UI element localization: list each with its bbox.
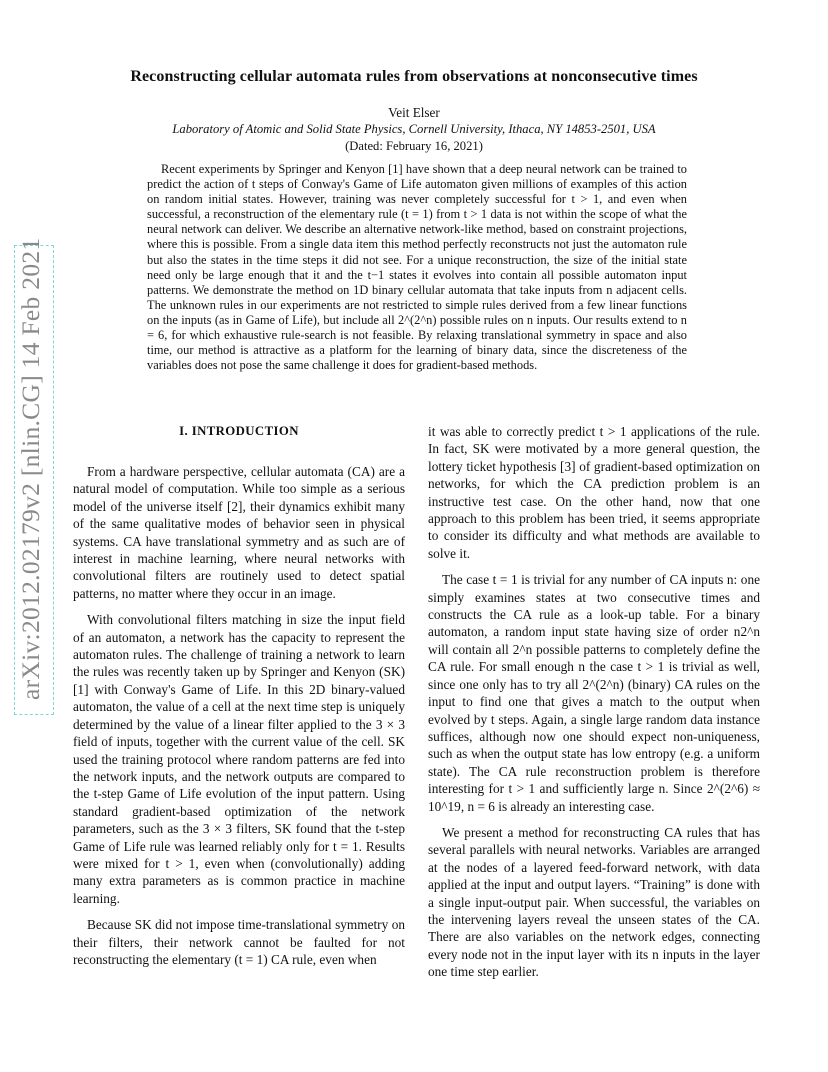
abstract-text: Recent experiments by Springer and Kenyon [1] have shown that a deep neural network can be trained to predict the action of t steps of Conway's Game of Life automaton given millions of examples of this action on random initial states. However, training was never completely successful for t > 1, and even when successful, a reconstruction of the elementary rule (t = 1) from t > 1 data is not within the scope of what the neural network can deliver. We describe an alternative network-like method, based on constraint projections, where this is possible. From a single data item this method perfectly reconstructs not just the automaton rule but also the states in the time steps it did not see. For a unique reconstruction, the size of the initial state need only be large enough that it and the t−1 states it evolves into contain all possible automaton input patterns. We demonstrate the method on 1D binary cellular automata that take inputs from n adjacent cells. The unknown rules in our experiments are not restricted to simple rules derived from a few linear functions on the inputs (as in Game of Life), but include all 2^(2^n) possible rules on n inputs. Our results extend to n = 6, for which exhaustive rule-search is not feasible. By relaxing translational symmetry in space and also time, our method is attractive as a platform for the learning of binary data, since the discreteness of the variables does not pose the same challenge it does for gradient-based methods. [147, 162, 687, 373]
author-affiliation: Laboratory of Atomic and Solid State Physics, Cornell University, Ithaca, NY 14853-2501, USA [172, 122, 656, 136]
paper-date: (Dated: February 16, 2021) [345, 139, 483, 153]
paragraph: With convolutional filters matching in size the input field of an automaton, a network has the capacity to represent the automaton rules. The challenge of training a network to learn the rules was recently taken up by Springer and Kenyon (SK) [1] with Conway's Game of Life. In this 2D binary-valued automaton, the value of a cell at the next time step is uniquely determined by the value of a linear filter applied to the 3 × 3 field of inputs, together with the current value of the cell. SK used the training protocol where random patterns are fed into the network inputs, and the network outputs are compared to the t-step Game of Life evolution of the input pattern. Using standard gradient-based optimization of the network parameters, such as the 3 × 3 filters, SK found that the t-step Game of Life rule was learned reliably only for t = 1. Results were mixed for t > 1, even when (convolutionally) adding many extra parameters as is common practice in machine learning. [73, 612, 405, 906]
paragraph: The case t = 1 is trivial for any number of CA inputs n: one simply examines states at two consecutive times and constructs the CA rule as a look-up table. For a binary automaton, a random input state having size of order n2^n will contain all 2^n possible patterns to completely define the CA rule. For small enough n the case t > 1 is trivial as well, since one only has to try all 2^(2^n) (binary) CA rules on the input to find one that gives a match to the output when evolved by t steps. Again, a single large random data instance suffices, although now one should expect non-uniqueness, such as when the output state has low entropy (e.g. a uniform state). The CA rule reconstruction problem is therefore interesting for t > 1 and sufficiently large n. Since 2^(2^6) ≈ 10^19, n = 6 is already an interesting case. [428, 572, 760, 814]
paragraph: We present a method for reconstructing CA rules that has several parallels with neural networks. Variables are arranged at the nodes of a layered feed-forward network, with data applied at the input and output layers. “Training” is done with a single input-output pair. When successful, the variables on the intervening layers reveal the unseen states of the CA. There are also variables on the network edges, connecting every node not in the input layer with its n inputs in the layer one time step earlier. [428, 824, 760, 980]
author-name: Veit Elser [388, 105, 440, 120]
abstract [147, 162, 687, 373]
arxiv-identifier[interactable]: arXiv:2012.02179v2 [nlin.CG] 14 Feb 2021 [16, 237, 45, 700]
section-heading: I. INTRODUCTION [179, 424, 299, 438]
left-column [73, 463, 405, 968]
paragraph: From a hardware perspective, cellular automata (CA) are a natural model of computation. While too simple as a serious model of the universe itself [2], their dynamics exhibit many of the same qualitative modes of behavior seen in physical systems. CA have translational symmetry and as such are of interest in machine learning, where neural networks with convolutional filters are routinely used to detect spatial patterns, no matter where they occur in an image. [73, 464, 405, 601]
paragraph: it was able to correctly predict t > 1 applications of the rule. In fact, SK were motivated by a more general question, the lottery ticket hypothesis [3] of gradient-based optimization on networks, for which the CA prediction problem is an instructive test case. On the other hand, now that one approach to this problem has been tried, it seems appropriate to consider its difficulty and what methods are available to solve it. [428, 424, 760, 561]
right-column [428, 423, 760, 981]
paragraph: Because SK did not impose time-translational symmetry on their filters, their network cannot be faulted for not reconstructing the elementary (t = 1) CA rule, even when [73, 917, 405, 967]
paper-title: Reconstructing cellular automata rules from observations at nonconsecutive times [130, 68, 698, 85]
